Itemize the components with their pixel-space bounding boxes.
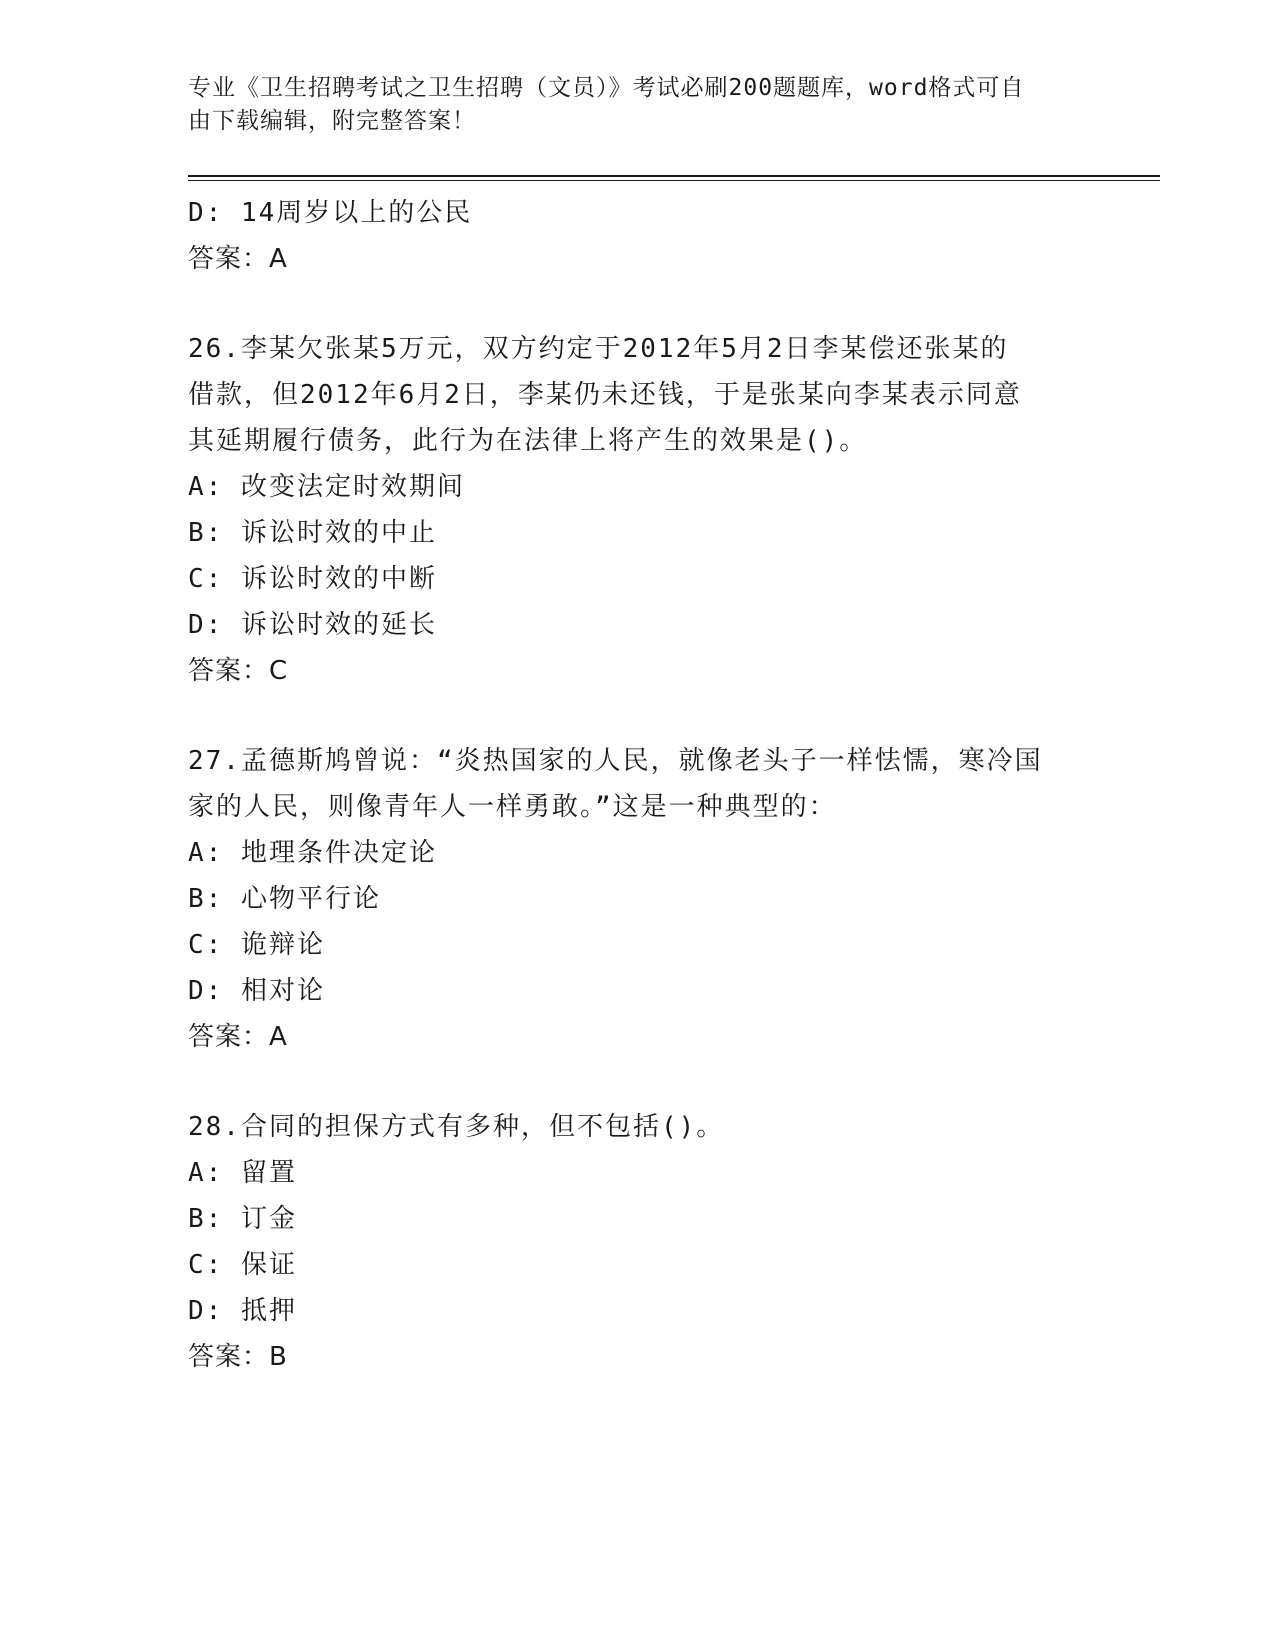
option-c: C: 诡辩论: [188, 930, 325, 960]
document-header: [188, 72, 1088, 138]
answer-line: 答案：C: [188, 656, 289, 686]
answer-line: 答案：B: [188, 1342, 288, 1372]
option-d: D: 相对论: [188, 976, 325, 1006]
header-divider-thick: [188, 175, 1160, 177]
question-stem-line: 27.孟德斯鸠曾说：“炎热国家的人民，就像老头子一样怯懦，寒冷国: [188, 746, 1043, 776]
option-c: C: 保证: [188, 1250, 297, 1280]
question-stem-line: 家的人民，则像青年人一样勇敢。”这是一种典型的：: [188, 792, 837, 822]
question-stem-line: 28.合同的担保方式有多种，但不包括()。: [188, 1112, 725, 1142]
option-a: A: 改变法定时效期间: [188, 472, 465, 502]
question-27: [188, 738, 1088, 1060]
header-line-1: 专业《卫生招聘考试之卫生招聘（文员）》考试必刷200题题库，word格式可自: [188, 75, 1025, 101]
option-d: D: 14周岁以上的公民: [188, 198, 473, 228]
answer-line: 答案：A: [188, 244, 288, 274]
question-list: [188, 190, 1088, 1380]
question-stem-line: 其延期履行债务，此行为在法律上将产生的效果是()。: [188, 426, 868, 456]
option-a: A: 留置: [188, 1158, 297, 1188]
question-stem-line: 借款，但2012年6月2日，李某仍未还钱，于是张某向李某表示同意: [188, 380, 1022, 410]
header-divider-thin: [188, 180, 1160, 181]
option-d: D: 抵押: [188, 1296, 297, 1326]
answer-line: 答案：A: [188, 1022, 288, 1052]
question-26: [188, 326, 1088, 694]
previous-question-tail: [188, 190, 1088, 282]
option-b: B: 心物平行论: [188, 884, 381, 914]
option-b: B: 订金: [188, 1204, 297, 1234]
question-28: [188, 1104, 1088, 1380]
option-b: B: 诉讼时效的中止: [188, 518, 437, 548]
header-line-2: 由下载编辑，附完整答案！: [188, 108, 476, 134]
question-stem-line: 26.李某欠张某5万元，双方约定于2012年5月2日李某偿还张某的: [188, 334, 1009, 364]
option-a: A: 地理条件决定论: [188, 838, 437, 868]
option-c: C: 诉讼时效的中断: [188, 564, 437, 594]
option-d: D: 诉讼时效的延长: [188, 610, 437, 640]
